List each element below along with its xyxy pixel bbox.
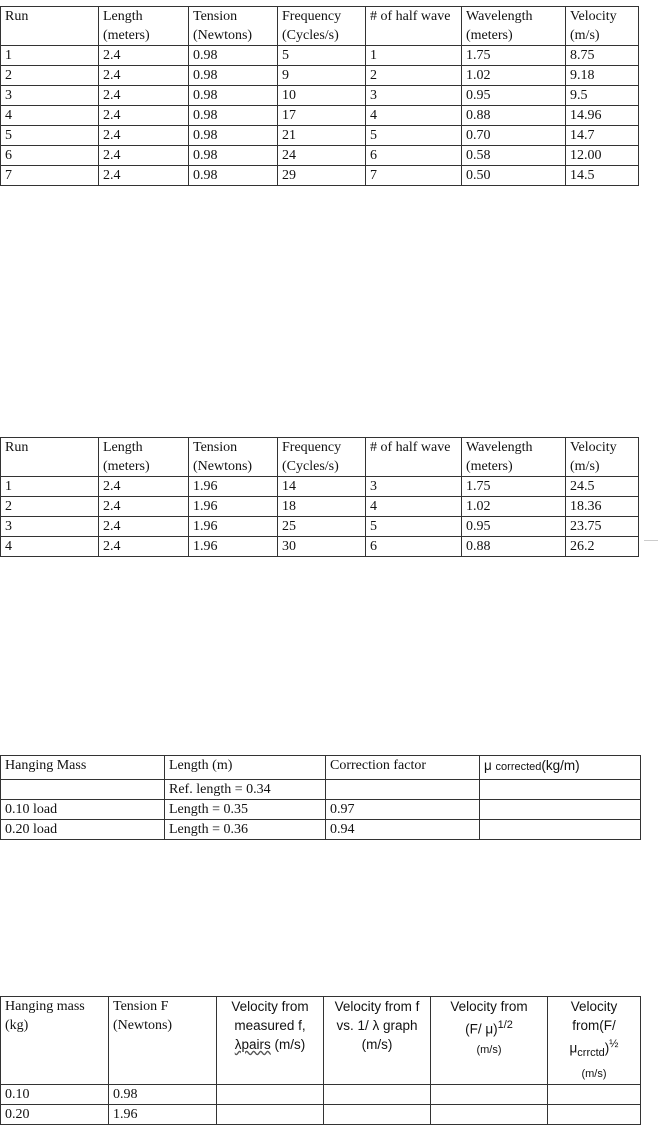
cell: 0.58 xyxy=(462,146,566,166)
header-unit: (m/s) xyxy=(476,1043,502,1056)
table-row xyxy=(1,780,641,800)
col-header-hanging-mass: Hanging Mass xyxy=(1,756,165,780)
wave-table-2 xyxy=(0,437,639,557)
cell: 17 xyxy=(278,106,366,126)
cell xyxy=(217,1085,324,1105)
cell: 14 xyxy=(278,477,366,497)
table-header-row xyxy=(1,7,639,46)
cell xyxy=(548,1085,641,1105)
cell: 0.97 xyxy=(326,800,480,820)
header-text: Velocity from xyxy=(450,999,528,1014)
cell xyxy=(548,1105,641,1125)
cell: 3 xyxy=(366,477,462,497)
cell: 24 xyxy=(278,146,366,166)
col-header-length: Length (m) xyxy=(165,756,326,780)
cell: 0.95 xyxy=(462,86,566,106)
cell xyxy=(480,780,641,800)
cell: 1.96 xyxy=(109,1105,217,1125)
col-header-frequency: Frequency (Cycles/s) xyxy=(278,7,366,46)
col-header-velocity-measured xyxy=(217,997,324,1085)
cell: 26.2 xyxy=(566,537,639,557)
col-header-length: Length (meters) xyxy=(99,7,189,46)
header-unit: (m/s) xyxy=(581,1068,607,1081)
cell: 0.98 xyxy=(189,126,278,146)
cell xyxy=(324,1105,431,1125)
mu-symbol: μ xyxy=(484,758,492,773)
cell: 29 xyxy=(278,166,366,186)
subscript-corrected: corrected xyxy=(495,761,542,773)
mu-symbol: μ xyxy=(569,1040,578,1056)
table-row xyxy=(1,1085,641,1105)
cell: 9.18 xyxy=(566,66,639,86)
col-header-tension: Tension F (Newtons) xyxy=(109,997,217,1085)
cell: 25 xyxy=(278,517,366,537)
cell: 6 xyxy=(366,537,462,557)
cell xyxy=(326,780,480,800)
cell: 2.4 xyxy=(99,517,189,537)
cell xyxy=(480,820,641,840)
col-header-run: Run xyxy=(1,7,99,46)
cell xyxy=(431,1105,548,1125)
cell: 0.20 xyxy=(1,1105,109,1125)
col-header-run: Run xyxy=(1,438,99,477)
col-header-half-waves: # of half wave xyxy=(366,438,462,477)
cell: 2 xyxy=(1,497,99,517)
cell: 23.75 xyxy=(566,517,639,537)
cell: 2.4 xyxy=(99,46,189,66)
col-header-velocity-graph: Velocity from f vs. 1/ λ graph (m/s) xyxy=(324,997,431,1085)
cell: 18 xyxy=(278,497,366,517)
cell: 1.96 xyxy=(189,477,278,497)
cell: 1 xyxy=(366,46,462,66)
table-row xyxy=(1,106,639,126)
cell: 2.4 xyxy=(99,146,189,166)
cell: 1.75 xyxy=(462,477,566,497)
cell xyxy=(480,800,641,820)
cell: 5 xyxy=(366,517,462,537)
table-row xyxy=(1,86,639,106)
col-header-velocity: Velocity (m/s) xyxy=(566,7,639,46)
table-row xyxy=(1,517,639,537)
col-header-wavelength: Wavelength (meters) xyxy=(462,438,566,477)
col-header-velocity-corrected xyxy=(548,997,641,1085)
cell: 0.98 xyxy=(189,166,278,186)
table-row xyxy=(1,146,639,166)
cell: 4 xyxy=(1,537,99,557)
cell: Ref. length = 0.34 xyxy=(165,780,326,800)
cell: 2.4 xyxy=(99,537,189,557)
cell: 2.4 xyxy=(99,126,189,146)
cell: 1.96 xyxy=(189,517,278,537)
col-header-correction-factor: Correction factor xyxy=(326,756,480,780)
cell: 7 xyxy=(1,166,99,186)
cell: 9.5 xyxy=(566,86,639,106)
table-row xyxy=(1,126,639,146)
cell: 14.7 xyxy=(566,126,639,146)
table-header-row xyxy=(1,438,639,477)
cell: 2.4 xyxy=(99,497,189,517)
header-paren: ) xyxy=(604,1040,610,1056)
col-header-tension: Tension (Newtons) xyxy=(189,7,278,46)
cell: Length = 0.35 xyxy=(165,800,326,820)
cell: 2.4 xyxy=(99,66,189,86)
col-header-velocity-formula xyxy=(431,997,548,1085)
cell: 0.50 xyxy=(462,166,566,186)
cell: 3 xyxy=(1,86,99,106)
cell: 5 xyxy=(1,126,99,146)
cell: 0.98 xyxy=(189,86,278,106)
cell: 2 xyxy=(1,66,99,86)
table-row xyxy=(1,477,639,497)
header-exponent: ½ xyxy=(609,1038,619,1050)
cell: 0.10 xyxy=(1,1085,109,1105)
cell: 2.4 xyxy=(99,166,189,186)
header-exponent: 1/2 xyxy=(497,1019,513,1031)
table-row xyxy=(1,166,639,186)
cell: 6 xyxy=(366,146,462,166)
cell: 2.4 xyxy=(99,477,189,497)
cell: 7 xyxy=(366,166,462,186)
unit-kg-per-m: (kg/m) xyxy=(541,758,580,773)
col-header-velocity: Velocity (m/s) xyxy=(566,438,639,477)
table-header-row xyxy=(1,997,641,1085)
cell: 1 xyxy=(1,477,99,497)
velocity-comparison-table xyxy=(0,996,641,1125)
cell: 0.98 xyxy=(189,66,278,86)
cell xyxy=(217,1105,324,1125)
col-header-half-waves: # of half wave xyxy=(366,7,462,46)
cell: 4 xyxy=(366,106,462,126)
cell: 4 xyxy=(1,106,99,126)
col-header-length: Length (meters) xyxy=(99,438,189,477)
cell: 0.88 xyxy=(462,537,566,557)
col-header-wavelength: Wavelength (meters) xyxy=(462,7,566,46)
cell: 1.96 xyxy=(189,537,278,557)
cell: 1.02 xyxy=(462,66,566,86)
cell: 1.02 xyxy=(462,497,566,517)
cell: 0.88 xyxy=(462,106,566,126)
header-text-lambda-pairs: λpairs xyxy=(234,1037,271,1052)
cell: 0.10 load xyxy=(1,800,165,820)
table-row xyxy=(1,1105,641,1125)
cell: 2.4 xyxy=(99,86,189,106)
header-unit: (m/s) xyxy=(274,1037,306,1052)
cell: 14.96 xyxy=(566,106,639,126)
cell xyxy=(324,1085,431,1105)
col-header-mu-corrected xyxy=(480,756,641,780)
header-formula: (F/ μ) xyxy=(465,1021,498,1037)
page-edge-mark xyxy=(644,540,658,541)
cell: 5 xyxy=(366,126,462,146)
table-row xyxy=(1,66,639,86)
wave-table-1 xyxy=(0,6,639,186)
cell: 1.96 xyxy=(189,497,278,517)
cell: 3 xyxy=(1,517,99,537)
table-row xyxy=(1,820,641,840)
cell xyxy=(1,780,165,800)
subscript-crrctd: crrctd xyxy=(577,1047,605,1060)
table-row xyxy=(1,46,639,66)
cell: 9 xyxy=(278,66,366,86)
table-row xyxy=(1,497,639,517)
col-header-hanging-mass: Hanging mass (kg) xyxy=(1,997,109,1085)
cell: 0.98 xyxy=(109,1085,217,1105)
cell: 0.94 xyxy=(326,820,480,840)
header-text: Velocity from measured f, xyxy=(231,999,309,1033)
cell: 21 xyxy=(278,126,366,146)
cell: 6 xyxy=(1,146,99,166)
cell: 0.20 load xyxy=(1,820,165,840)
cell: 0.98 xyxy=(189,146,278,166)
cell: 4 xyxy=(366,497,462,517)
col-header-frequency: Frequency (Cycles/s) xyxy=(278,438,366,477)
correction-table xyxy=(0,755,641,840)
cell: 30 xyxy=(278,537,366,557)
cell: 2.4 xyxy=(99,106,189,126)
cell: 3 xyxy=(366,86,462,106)
table-row xyxy=(1,537,639,557)
cell: 0.95 xyxy=(462,517,566,537)
cell: 24.5 xyxy=(566,477,639,497)
cell: 14.5 xyxy=(566,166,639,186)
cell: 12.00 xyxy=(566,146,639,166)
cell: 0.98 xyxy=(189,46,278,66)
col-header-tension: Tension (Newtons) xyxy=(189,438,278,477)
cell: 18.36 xyxy=(566,497,639,517)
cell: 2 xyxy=(366,66,462,86)
table-header-row xyxy=(1,756,641,780)
cell: 8.75 xyxy=(566,46,639,66)
cell: 5 xyxy=(278,46,366,66)
cell: 10 xyxy=(278,86,366,106)
cell: 0.70 xyxy=(462,126,566,146)
cell: 0.98 xyxy=(189,106,278,126)
cell xyxy=(431,1085,548,1105)
table-row xyxy=(1,800,641,820)
cell: 1.75 xyxy=(462,46,566,66)
header-text: Velocity from(F/ xyxy=(570,999,618,1033)
cell: 1 xyxy=(1,46,99,66)
cell: Length = 0.36 xyxy=(165,820,326,840)
